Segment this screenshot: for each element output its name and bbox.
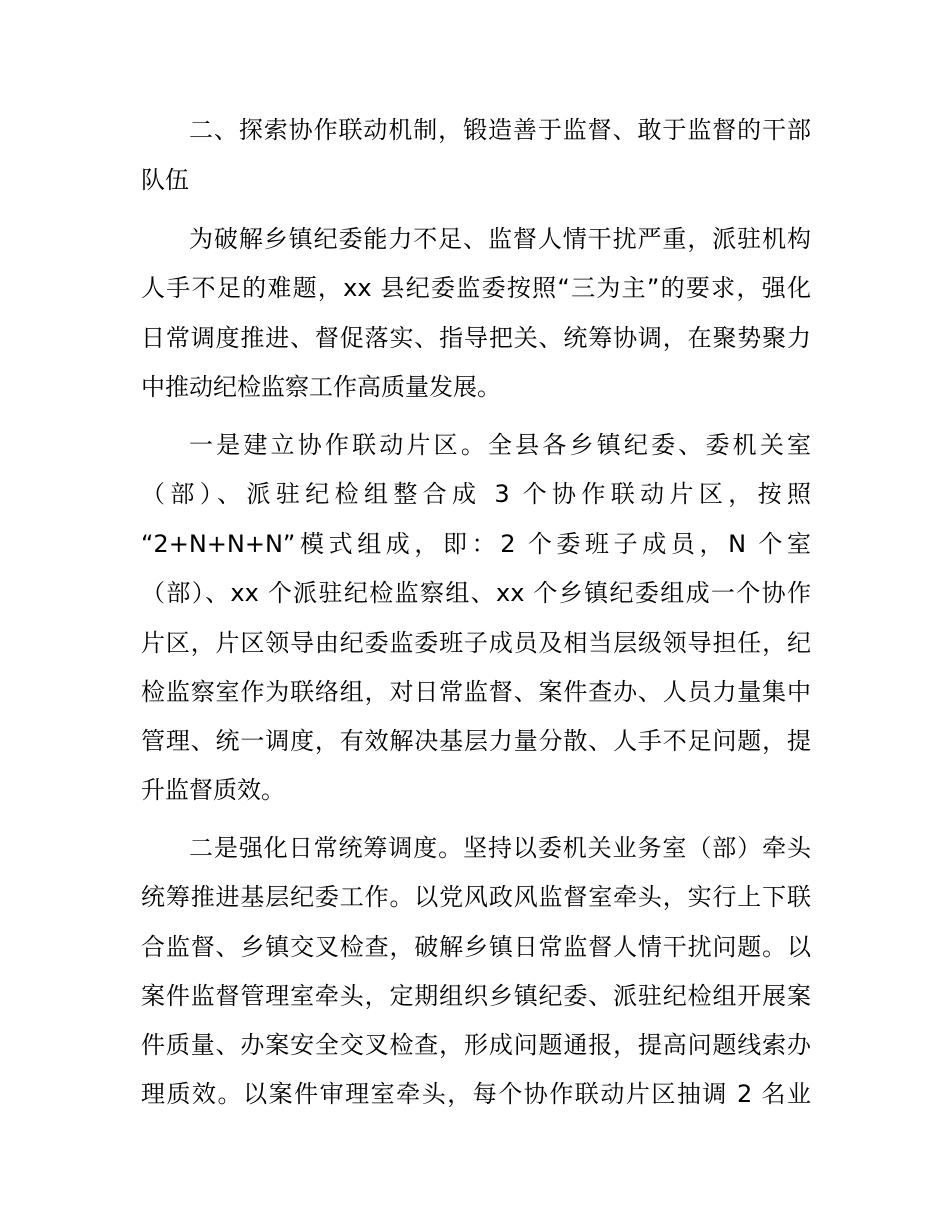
paragraph-2-line-8: 升监督质效。 <box>141 776 285 804</box>
paragraph-1-line-1: 为破解乡镇纪委能力不足、监督人情干扰严重，派驻机构 <box>189 225 811 253</box>
section-heading-line-2: 队伍 <box>141 166 189 194</box>
paragraph-3-line-2: 统筹推进基层纪委工作。以党风政风监督室牵头，实行上下联 <box>141 883 811 911</box>
paragraph-2-line-6: 检监察室作为联络组，对日常监督、案件查办、人员力量集中 <box>141 678 811 706</box>
paragraph-3-line-4: 案件监督管理室牵头，定期组织乡镇纪委、派驻纪检组开展案 <box>141 982 811 1010</box>
paragraph-2-line-7: 管理、统一调度，有效解决基层力量分散、人手不足问题，提 <box>141 727 811 755</box>
paragraph-3-line-5: 件质量、办案安全交叉检查，形成问题通报，提高问题线索办 <box>141 1031 811 1059</box>
paragraph-3-line-1: 二是强化日常统筹调度。坚持以委机关业务室（部）牵头 <box>189 834 811 862</box>
paragraph-3-line-3: 合监督、乡镇交叉检查，破解乡镇日常监督人情干扰问题。以 <box>141 933 811 961</box>
paragraph-1-line-3: 日常调度推进、督促落实、指导把关、统筹协调，在聚势聚力 <box>141 324 811 352</box>
paragraph-3-line-6: 理质效。以案件审理室牵头，每个协作联动片区抽调 2 名业 <box>141 1080 811 1108</box>
paragraph-1-line-4: 中推动纪检监察工作高质量发展。 <box>141 373 501 401</box>
paragraph-2-line-4: （部）、xx 个派驻纪检监察组、xx 个乡镇纪委组成一个协作 <box>141 579 811 607</box>
paragraph-2-line-2: （部）、派驻纪检组整合成 3 个协作联动片区，按照 <box>141 480 811 508</box>
paragraph-2-line-5: 片区，片区领导由纪委监委班子成员及相当层级领导担任，纪 <box>141 629 811 657</box>
paragraph-2-line-3: “2+N+N+N”模式组成，即：2 个委班子成员，N 个室 <box>141 530 811 558</box>
paragraph-1-line-2: 人手不足的难题，xx 县纪委监委按照“三为主”的要求，强化 <box>141 274 811 302</box>
paragraph-2-line-1: 一是建立协作联动片区。全县各乡镇纪委、委机关室 <box>189 431 811 459</box>
section-heading-line-1: 二、探索协作联动机制，锻造善于监督、敢于监督的干部 <box>189 116 811 144</box>
